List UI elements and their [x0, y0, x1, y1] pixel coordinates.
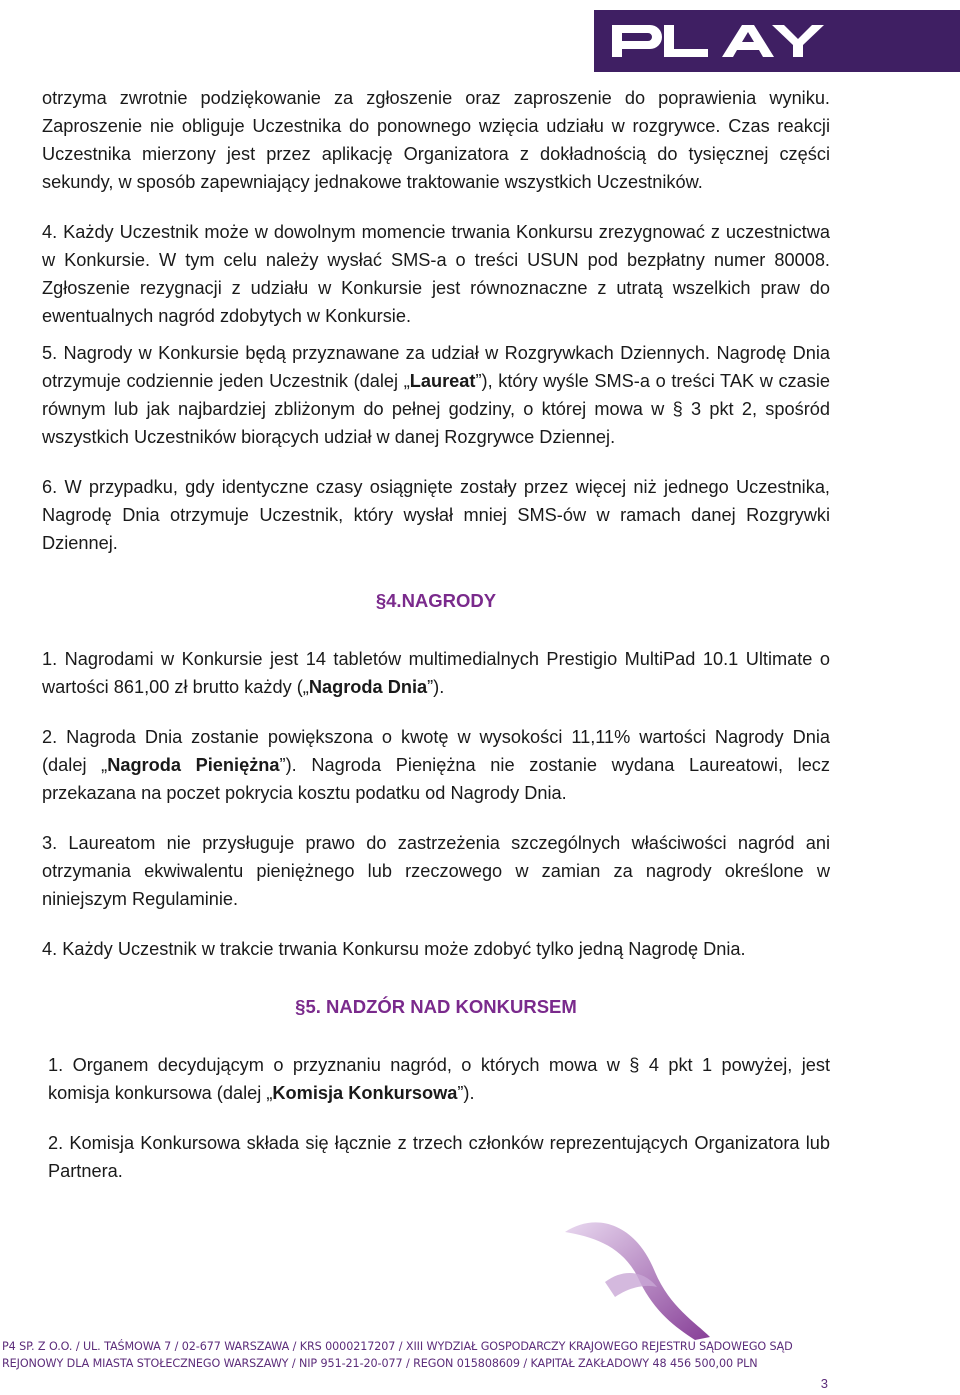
s5-i1-b: ”).	[457, 1083, 475, 1103]
p5-text-b: ”), który wyśle SMS-a o treści TAK w czasie równym lub jak najbardziej zbliżonym do pełnej godziny, o której mowa w § 3 pkt 2, spośród wszystkich Uczestników biorących udział w danej Rozgrywce Dziennej.	[42, 371, 830, 447]
footer-line-1: P4 SP. Z O.O. / UL. TAŚMOWA 7 / 02-677 WARSZAWA / KRS 0000217207 / XIII WYDZIAŁ GOSPODARCZY KRAJOWEGO REJESTRU SĄDOWEGO SĄD	[2, 1340, 793, 1353]
s4-i2-b: ”). Nagroda Pieniężna nie zostanie wydana Laureatowi, lecz przekazana na poczet pokrycia kosztu podatku od Nagrody Dnia.	[42, 755, 830, 803]
page-footer	[0, 1335, 960, 1395]
s4-i2-bold: Nagroda Pieniężna	[107, 755, 280, 775]
s4-i1-a: 1. Nagrodami w Konkursie jest 14 tabletów multimedialnych Prestigio MultiPad 10.1 Ultimate o wartości 861,00 zł brutto każdy („	[42, 649, 830, 697]
section-4-item-4: 4. Każdy Uczestnik w trakcie trwania Konkursu może zdobyć tylko jedną Nagrodę Dnia.	[42, 939, 746, 959]
section-4-item-3: 3. Laureatom nie przysługuje prawo do zastrzeżenia szczególnych właściwości nagród ani otrzymania ekwiwalentu pieniężnego lub rzeczowego w zamian za nagrody określone w niniejszym Regulaminie.	[42, 833, 830, 909]
section-5-item-2: 2. Komisja Konkursowa składa się łącznie z trzech członków reprezentujących Organizatora lub Partnera.	[48, 1133, 830, 1181]
paragraph-item-4: 4. Każdy Uczestnik może w dowolnym momencie trwania Konkursu zrezygnować z uczestnictwa w Konkursie. W tym celu należy wysłać SMS-a o treści USUN pod bezpłatny numer 80008. Zgłoszenie rezygnacji z udziału w Konkursie jest równoznaczne z utratą wszelkich praw do ewentualnych nagród zdobytych w Konkursie.	[42, 222, 830, 326]
play-logo-wordmark	[594, 10, 960, 72]
section-4-item-1	[42, 645, 830, 701]
paragraph-item-6: 6. W przypadku, gdy identyczne czasy osiągnięte zostały przez więcej niż jednego Uczestnika, Nagrodę Dnia otrzymuje Uczestnik, który wysłał mniej SMS-ów w ramach danej Rozgrywki Dziennej.	[42, 477, 830, 553]
s4-i2-a: 2. Nagroda Dnia zostanie powiększona o kwotę w wysokości 11,11% wartości Nagrody Dnia (dalej „	[42, 727, 830, 775]
play-swirl-graphic	[545, 1212, 715, 1342]
footer-line-2: REJONOWY DLA MIASTA STOŁECZNEGO WARSZAWY / NIP 951-21-20-077 / REGON 015808609 / KAPITAŁ ZAKŁADOWY 48 456 500,00 PLN	[2, 1357, 758, 1370]
page-number: 3	[820, 1376, 828, 1391]
section-4-heading: §4.NAGRODY	[375, 590, 497, 611]
play-logo	[594, 10, 960, 72]
s4-i1-bold: Nagroda Dnia	[308, 677, 428, 697]
s4-i1-b: ”).	[427, 677, 445, 697]
section-5-item-1	[42, 1051, 830, 1107]
paragraph-intro: otrzyma zwrotnie podziękowanie za zgłoszenie oraz zaproszenie do poprawienia wyniku. Zaproszenie nie obliguje Uczestnika do ponownego wzięcia udziału w rozgrywce. Czas reakcji Uczestnika mierzony jest przez aplikację Organizatora z dokładnością do tysięcznej części sekundy, w sposób zapewniający jednakowe traktowanie wszystkich Uczestników.	[42, 88, 830, 192]
section-5-heading: §5. NADZÓR NAD KONKURSEM	[295, 996, 577, 1017]
s5-i1-bold: Komisja Konkursowa	[272, 1083, 458, 1103]
s5-i1-a: 1. Organem decydującym o przyznaniu nagród, o których mowa w § 4 pkt 1 powyżej, jest komisja konkursowa (dalej „	[48, 1055, 830, 1103]
document-body	[42, 84, 830, 1185]
section-4-item-2	[42, 723, 830, 807]
p5-bold: Laureat	[409, 371, 476, 391]
paragraph-item-5	[42, 339, 830, 451]
p5-text-a: 5. Nagrody w Konkursie będą przyznawane za udział w Rozgrywkach Dziennych. Nagrodę Dnia otrzymuje codziennie jeden Uczestnik (dalej „	[42, 343, 830, 391]
